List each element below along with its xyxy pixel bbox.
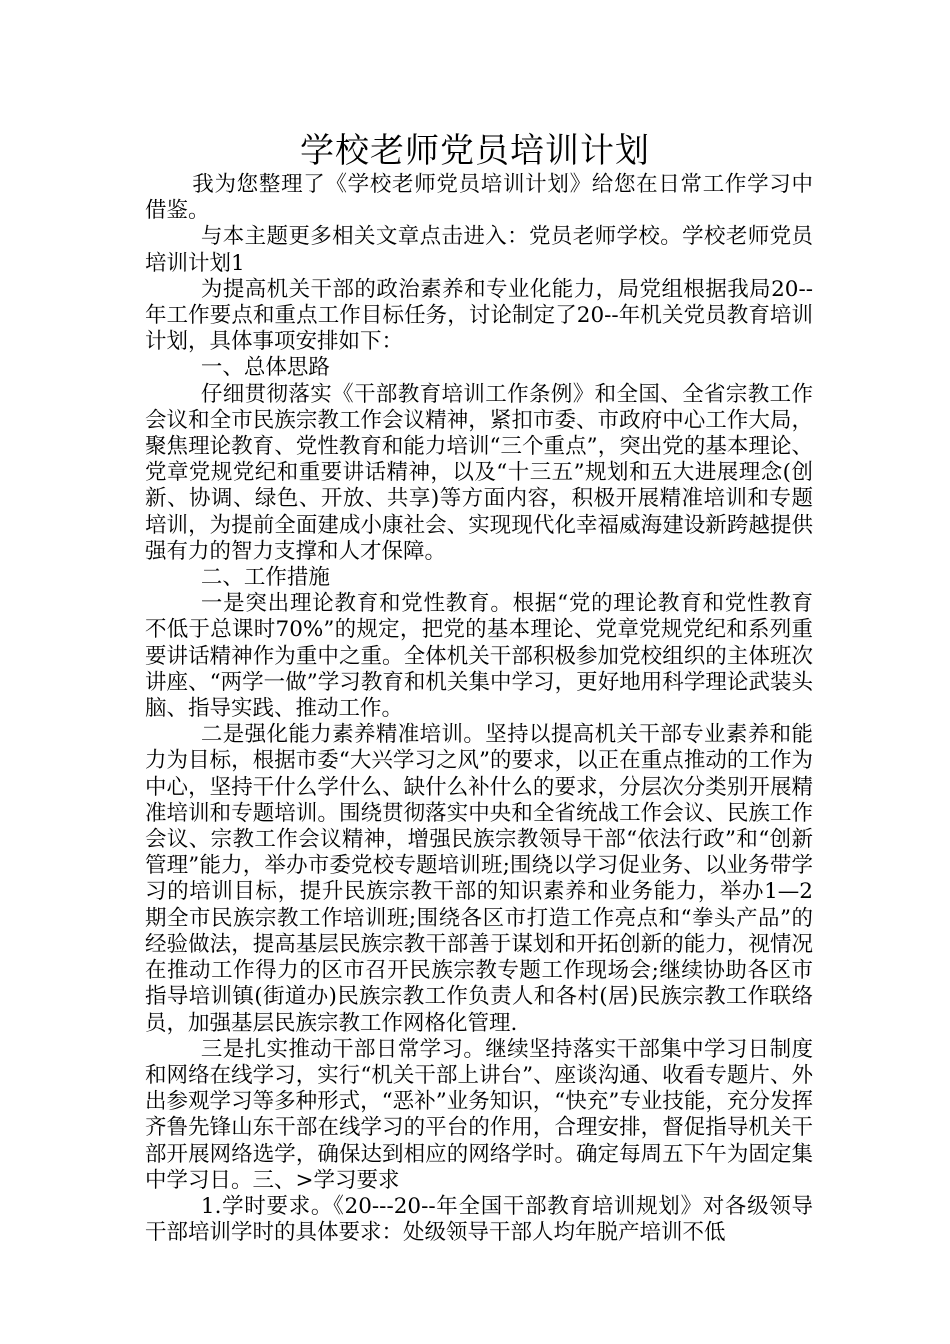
- paragraph-hour-requirements: 1.学时要求。《20---20--年全国干部教育培训规划》对各级领导干部培训学时的具体要求：处级领导干部人均年脱产培训不低: [145, 1193, 813, 1246]
- section-heading-overall-approach: 一、总体思路: [200, 355, 330, 381]
- paragraph-related-links: 与本主题更多相关文章点击进入：党员老师学校。学校老师党员培训计划1: [145, 224, 813, 276]
- section-heading-work-measures: 二、工作措施: [200, 565, 330, 591]
- paragraph-overall-approach: 仔细贯彻落实《干部教育培训工作条例》和全国、全省宗教工作会议和全市民族宗教工作会议精神，紧扣市委、市政府中心工作大局，聚焦理论教育、党性教育和能力培训“三个重点”，突出党的基本理论、党章党规党纪和重要讲话精神，以及“十三五”规划和五大进展理念(创新、协调、绿色、开放、共享)等方面内容，积极开展精准培训和专题培训，为提前全面建成小康社会、实现现代化幸福威海建设新跨越提供强有力的智力支撑和人才保障。: [145, 381, 813, 564]
- paragraph-purpose: 为提高机关干部的政治素养和专业化能力，局党组根据我局20--年工作要点和重点工作目标任务，讨论制定了20--年机关党员教育培训计划，具体事项安排如下：: [145, 276, 813, 355]
- document-title: 学校老师党员培训计划: [300, 131, 650, 171]
- document-body: [145, 172, 813, 1246]
- paragraph-measure-three: 三是扎实推动干部日常学习。继续坚持落实干部集中学习日制度和网络在线学习，实行“机关干部上讲台”、座谈沟通、收看专题片、外出参观学习等多种形式，“恶补”业务知识，“快充”专业技能，充分发挥齐鲁先锋山东干部在线学习的平台的作用，合理安排，督促指导机关干部开展网络选学，确保达到相应的网络学时。确定每周五下午为固定集中学习日。三、>学习要求: [145, 1036, 813, 1193]
- paragraph-intro: 我为您整理了《学校老师党员培训计划》给您在日常工作学习中借鉴。: [145, 172, 813, 224]
- paragraph-measure-two: 二是强化能力素养精准培训。坚持以提高机关干部专业素养和能力为目标，根据市委“大兴学习之风”的要求，以正在重点推动的工作为中心，坚持干什么学什么、缺什么补什么的要求，分层次分类别开展精准培训和专题培训。围绕贯彻落实中央和全省统战工作会议、民族工作会议、宗教工作会议精神，增强民族宗教领导干部“依法行政”和“创新管理”能力，举办市委党校专题培训班;围绕以学习促业务、以业务带学习的培训目标，提升民族宗教干部的知识素养和业务能力，举办1—2期全市民族宗教工作培训班;围绕各区市打造工作亮点和“拳头产品”的经验做法，提高基层民族宗教干部善于谋划和开拓创新的能力，视情况在推动工作得力的区市召开民族宗教专题工作现场会;继续协助各区市指导培训镇(街道办)民族宗教工作负责人和各村(居)民族宗教工作联络员，加强基层民族宗教工作网格化管理.: [145, 722, 813, 1036]
- paragraph-measure-one: 一是突出理论教育和党性教育。根据“党的理论教育和党性教育不低于总课时70%”的规定，把党的基本理论、党章党规党纪和系列重要讲话精神作为重中之重。全体机关干部积极参加党校组织的主体班次讲座、“两学一做”学习教育和机关集中学习，更好地用科学理论武装头脑、指导实践、推动工作。: [145, 591, 813, 722]
